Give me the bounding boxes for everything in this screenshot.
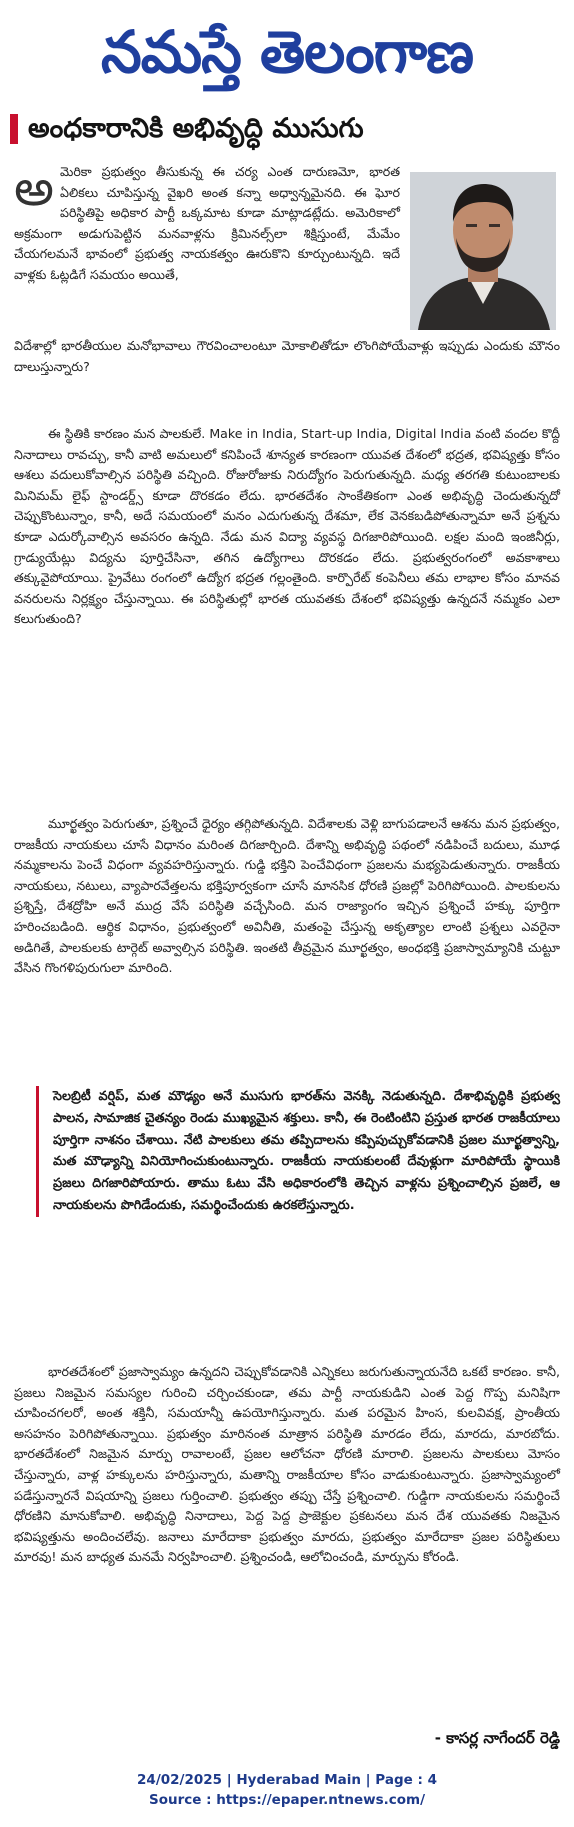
article-headline: అంధకారానికి అభివృద్ధి ముసుగు bbox=[28, 113, 364, 144]
footer-source-link[interactable]: Source : https://epaper.ntnews.com/ bbox=[148, 1792, 426, 1808]
author-byline: - కాసర్ల నాగేందర్ రెడ్డి bbox=[434, 1729, 560, 1747]
masthead-title: నమస్తే తెలంగాణ bbox=[101, 18, 473, 86]
footer bbox=[0, 1770, 574, 1820]
article-paragraph-1-continued: విదేశాల్లో భారతీయుల మనోభావాలు గౌరవించాలంటూ మోకాలితోడూ లొంగిపోయేవాళ్లు ఇప్పుడు ఎందుకు మౌనం దాలుస్తున్నారు? bbox=[14, 338, 560, 374]
article-paragraph-3: మూర్ఖత్వం పెరుగుతూ, ప్రశ్నించే ధైర్యం తగ్గిపోతున్నది. విదేశాలకు వెళ్లి బాగుపడాలనే ఆశను మన ప్రభుత్వం, రాజకీయ నాయకులు చూసే విధానం మరింత దిగజార్చింది. దేశాన్ని అభివృద్ధి పథంలో నడిపించే బదులు, మూఢ నమ్మకాలను పెంచే విధంగా వ్యవహరిస్తున్నారు. గుడ్డి భక్తిని పెంచేవిధంగా ప్రజలను మభ్యపెడుతున్నారు. రాజకీయ నాయకులు, నటులు, వ్యాపారవేత్తలను భక్తిపూర్వకంగా చూసే మానసిక ధోరణి ప్రజల్లో పెరిగిపోయింది. పాలకులను ప్రశ్నిస్తే, దేశద్రోహి అనే ముద్ర వేసే పరిస్థితి వచ్చేసింది. మన రాజ్యాంగం ఇచ్చిన ప్రశ్నించే హక్కు పూర్తిగా హరించబడింది. ఆర్థిక విధానం, ప్రభుత్వంలో అవినీతి, మతంపై చేస్తున్న అకృత్యాల లాంటి ప్రశ్నలు ఎవరైనా అడిగితే, పాలకులకు టార్గెట్ అవ్వాల్సిన పరిస్థితి. ఇంతటి తీవ్రమైన మూర్ఖత్వం, అంధభక్తి ప్రజాస్వామ్యానికి చుట్టూ వేసిన గొంగళిపురుగులా మారింది. bbox=[14, 816, 560, 976]
article-paragraph-4: భారతదేశంలో ప్రజాస్వామ్యం ఉన్నదని చెప్పుకోవడానికి ఎన్నికలు జరుగుతున్నాయనేది ఒకటే కారణం. కానీ, ప్రజలు నిజమైన సమస్యల గురించి చర్చించకుండా, తమ పార్టీ నాయకుడిని ఎంత పెద్ద గొప్ప మనిషిగా చూపించగలరో, అంత శక్తినీ, సమయాన్నీ ఉపయోగిస్తున్నారు. మత పరమైన హింస, కులవివక్ష, ప్రాంతీయ అసహనం పెరిగిపోతున్నాయి. ప్రభుత్వం మారినంత మాత్రాన పరిస్థితి మారడం లేదు, మారదు, మారబోదు. భారతదేశంలో నిజమైన మార్పు రావాలంటే, ప్రజల ఆలోచనా ధోరణి మారాలి. ప్రజలను పాలకులు మోసం చేస్తున్నారు, వాళ్ల హక్కులను హరిస్తున్నారు, మతాన్ని రాజకీయాల కోసం వాడుకుంటున్నారు. ప్రజాస్వామ్యంలో పడేస్తున్నారనే విషయాన్ని ప్రజలు గుర్తించాలి. ప్రభుత్వం తప్పు చేస్తే ప్రశ్నించాలి. గుడ్డిగా నాయకులను సమర్థించే ధోరణిని మానుకోవాలి. అభివృద్ధి నినాదాలు, పెద్ద పెద్ద ప్రాజెక్టుల ప్రకటనలు మన దేశ యువతకు నిజమైన భవిష్యత్తును అందించలేవు. జనాలు మారేదాకా ప్రభుత్వం మారదు, ప్రభుత్వం మారేదాకా ప్రజల పరిస్థితులు మారవు! మన బాధ్యత మనమే నిర్వహించాలి. ప్రశ్నించండి, ఆలోచించండి, మార్పును కోరండి. bbox=[14, 1364, 560, 1565]
drop-cap: అ bbox=[14, 159, 54, 217]
headline-block bbox=[10, 112, 564, 146]
masthead bbox=[0, 8, 574, 96]
article-paragraph-1 bbox=[14, 159, 400, 286]
article-paragraph-2: ఈ స్థితికి కారణం మన పాలకులే. Make in India, Start-up India, Digital India వంటి వందల కొద్దీ నినాదాలు రావచ్చు, కానీ వాటి అమలులో కనిపించే శూన్యత కారణంగా యువత దేశంలో భద్రత, భవిష్యత్తు కోసం ఆశలు వదులుకోవాల్సిన పరిస్థితి వచ్చింది. రోజురోజుకు నిరుద్యోగం పెరుగుతున్నది. మధ్య తరగతి కుటుంబాలకు మినిమమ్ లైఫ్ స్టాండర్డ్స్ కూడా దొరకడం లేదు. భారతదేశం సాంకేతికంగా ఎంత అభివృద్ధి చెందుతున్నదో చెప్పుకొంటున్నాం, కానీ, అదే సమయంలో మనం ఎదుగుతున్న దేశమా, లేక వెనకబడిపోతున్నామా అనే ప్రశ్నను కూడా ఎదుర్కోవాల్సిన అవసరం ఉన్నది. నేడు మన విద్యా వ్యవస్థ దిగజారిపోయింది. లక్షల మంది ఇంజినీర్లు, గ్రాడ్యుయేట్లు విద్యను పూర్తిచేసినా, తగిన ఉద్యోగాలు దొరకడం లేదు. ప్రభుత్వరంగంలో అవకాశాలు తక్కువైపోయాయి. ప్రైవేటు రంగంలో ఉద్యోగ భద్రత గల్లంతైంది. కార్పొరేట్ కంపెనీలు తమ లాభాల కోసం మానవ వనరులను నిర్లక్ష్యం చేస్తున్నాయి. ఈ పరిస్థితుల్లో భారత యువతకు దేశంలో భవిష్యత్తు ఉన్నదనే నమ్మకం ఎలా కలుగుతుంది? bbox=[14, 426, 560, 627]
pull-quote: సెలబ్రిటీ వర్షిప్, మత మౌఢ్యం అనే ముసుగు భారత్‌ను వెనక్కి నెడుతున్నది. దేశాభివృద్ధికి ప్రభుత్వ పాలన, సామాజిక చైతన్యం రెండు ముఖ్యమైన శక్తులు. కానీ, ఈ రెంటింటిని ప్రస్తుత భారత రాజకీయాలు పూర్తిగా నాశనం చేశాయి. నేటి పాలకులు తమ తప్పిదాలను కప్పిపుచ్చుకోవడానికి ప్రజల మూర్ఖత్వాన్ని, మత మౌఢ్యాన్ని వినియోగించుకుంటున్నారు. రాజకీయ నాయకులంటే దేవుళ్లుగా మారిపోయే స్థాయికి ప్రజలు దిగజారిపోయారు. తాము ఓటు వేసి అధికారంలోకి తెచ్చిన వాళ్లను ప్రశ్నించాల్సిన ప్రజలే, ఆ నాయకులను పొగిడేందుకు, సమర్థించేందుకు ఉరకలేస్తున్నారు. bbox=[36, 1086, 560, 1217]
headline-accent-bar bbox=[10, 114, 18, 144]
author-portrait-image bbox=[410, 172, 556, 330]
paragraph-1-text: మెరికా ప్రభుత్వం తీసుకున్న ఈ చర్య ఎంత దారుణమో, భారత ఏలికలు చూపిస్తున్న వైఖరి అంత కన్నా అధ్వాన్నమైనది. ఈ ఘోర పరిస్థితిపై అధికార పార్టీ ఒక్కమాట కూడా మాట్లాడట్లేదు. అమెరికాలో అక్రమంగా అడుగుపెట్టిన మనవాళ్లను క్రిమినల్స్‌లా శిక్షిస్తుంటే, మేమేం చేయగలమనే భావంలో ప్రభుత్వ నాయకత్వం ఊరుకొని కూర్చుంటున్నది. ఇదే వాళ్లకు ఓట్లడిగే సమయం అయితే, bbox=[14, 164, 400, 282]
footer-edition-info: 24/02/2025 | Hyderabad Main | Page : 4 bbox=[137, 1772, 437, 1788]
author-photo bbox=[410, 172, 556, 330]
